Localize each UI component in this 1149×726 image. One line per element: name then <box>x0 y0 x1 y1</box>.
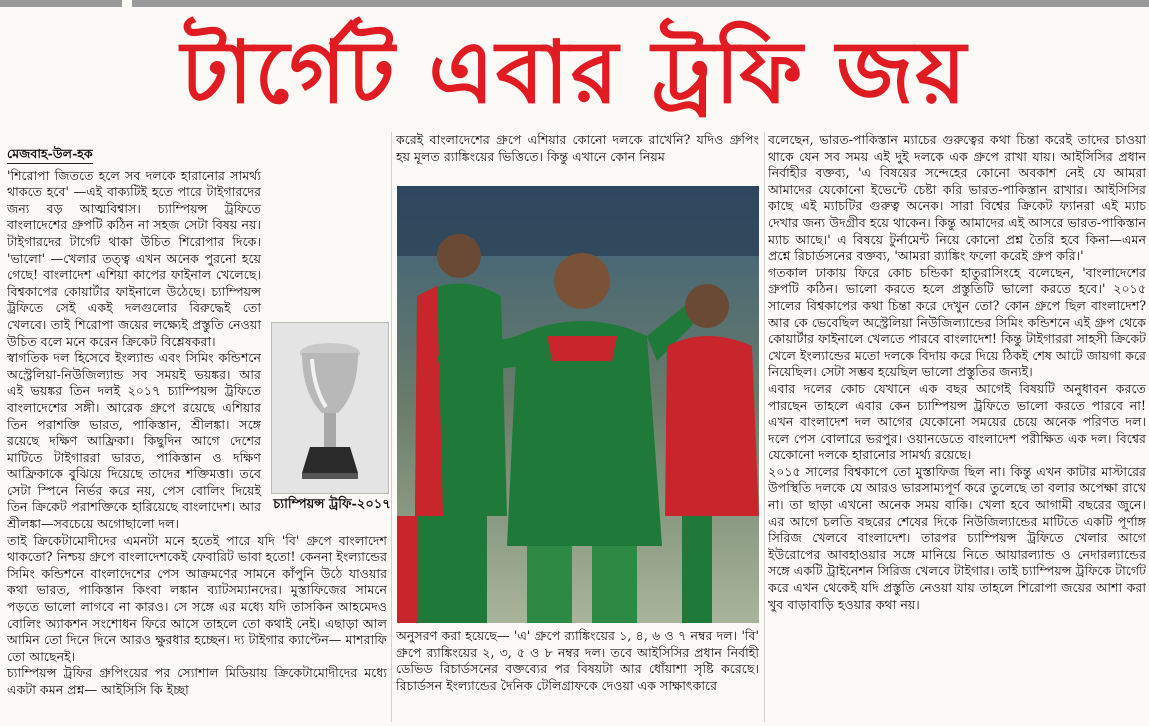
byline: মেজবাহ-উল-হক <box>7 146 93 164</box>
top-rule <box>0 0 1149 7</box>
team-celebration-photo <box>397 186 759 623</box>
column-divider-1 <box>391 132 392 722</box>
paragraph: এবার দলের কোচ যেখানে এক বছর আগেই বিষয়টি অনুধাবন করতে পারছেন তাহলে এবার কেন চ্যাম্পিয়ন্স ট্রফিতে ভালো করতে পারবে না! এখন বাংলাদেশ দল আগের যেকোনো সময়ের চেয়ে অনেক পরিণত দল। দলে পেস বোলারে ভরপুর। ওয়ানডেতে বাংলাদেশ পরীক্ষিত এক দল। বিশ্বের যেকোনো দলকে হারানোর সামর্থ্য রয়েছে। <box>768 380 1146 463</box>
paragraph: করেই বাংলাদেশের গ্রুপে এশিয়ার কোনো দলকে রাখেনি? যদিও গ্রুপিং হয় মূলত র‌্যাঙ্কিংয়ের ভিত্তিতে। কিন্তু এখানে কোন নিয়ম <box>396 132 759 164</box>
trophy-icon <box>272 323 388 493</box>
article-column-3 <box>768 132 1146 722</box>
column-divider-2 <box>764 132 765 722</box>
paragraph: অনুসরণ করা হয়েছে— 'এ' গ্রুপে র‌্যাঙ্কিংয়ের ১, ৪, ৬ ও ৭ নম্বর দল। 'বি' গ্রুপে র‌্যাঙ্কিংয়ের ২, ৩, ৫ ও ৮ নম্বর দল। তবে আইসিসির প্রধান নির্বাহী ডেভিড রিচার্ডসনের বক্তব্যের পর বিষয়টা আর ধোঁয়াশা সৃষ্টি করেছে। রিচার্ডসন ইংল্যান্ডের দৈনিক টেলিগ্রাফকে দেওয়া এক সাক্ষাৎকারে <box>396 628 759 693</box>
paragraph: তাই ক্রিকেটামোদীদের এমনটা মনে হতেই পারে যদি 'বি' গ্রুপে বাংলাদেশ থাকতো? নিশ্চয় গ্রুপে বাংলাদেশকেই ফেবারিট ভাবা হতো! কেননা ইংল্যান্ডের সিমিং কন্ডিশনে বাংলাদেশের পেস আক্রমণের সামনে কাঁপুনি উঠে যাওয়ার কথা ভারত, পাকিস্তান কিংবা লঙ্কান ব্যাটসম্যানদের। মুস্তাফিজের সামনে পড়তে ভালো লাগবে না কারও। সে সঙ্গে এর মধ্যে যদি তাসকিন আহমেদও বোলিং অ্যাকশন সংশোধন ফিরে আসে তাহলে তো কথাই নেই। এছাড়া আল আমিন তো দিনে দিনে আরও ক্ষুরধার হচ্ছেন। দ্য টাইগার ক্যাপ্টেন— মাশরাফি তো আছেনই। <box>7 532 387 664</box>
celebration-photo-illustration <box>397 186 759 623</box>
trophy-image <box>271 322 389 494</box>
top-rule-left <box>0 0 122 7</box>
paragraph: স্বাগতিক দল হিসেবে ইংল্যান্ড এবং সিমিং কন্ডিশনে অস্ট্রেলিয়া-নিউজিল্যান্ড সব সময়ই ভয়ঙ্কর। আর এই ভয়ঙ্কর তিন দলই ২০১৭ চ্যাম্পিয়ন্স ট্রফিতে বাংলাদেশের সঙ্গী। আরেক গ্রুপে রয়েছে এশিয়ার তিন পরাশক্তি ভারত, পাকিস্তান, শ্রীলঙ্কা। সঙ্গে রয়েছে দক্ষিণ আফ্রিকা। কিছুদিন আগে দেশের মাটিতে টাইগাররা ভারত, পাকিস্তান ও দক্ষিণ আফ্রিকাকে বুঝিয়ে দিয়েছে তাদের শক্তিমত্তা। তবে সেটা স্পিনে নির্ভর করে নয়, পেস বোলিং দিয়েই তিন ক্রিকেট পরাশক্তিকে হারিয়েছে বাংলাদেশ। আর শ্রীলঙ্কা—সবচেয়ে অগোছালো দল। <box>7 350 261 532</box>
paragraph: ২০১৫ সালের বিশ্বকাপে তো মুস্তাফিজ ছিল না। কিন্তু এখন কাটার মাস্টারের উপস্থিতি দলকে যে আরও ভারসাম্যপূর্ণ করে তুলেছে তা বলার অপেক্ষা রাখে না। তা ছাড়া এখনো অনেক সময় বাকি। খেলা হবে আগামী বছরের জুনে। এর আগে চলতি বছরের শেষের দিকে নিউজিল্যান্ডের মাটিতে একটি পূর্ণাঙ্গ সিরিজ খেলবে বাংলাদেশ। তারপর চ্যাম্পিয়ন্স ট্রফিতে খেলার আগে ইউরোপের আবহাওয়ার সঙ্গে মানিয়ে নিতে আয়ারল্যান্ড ও নেদারল্যান্ডের সঙ্গে একটি ট্রাইনেশন সিরিজ খেলবে টাইগার। তাই চ্যাম্পিয়ন্স ট্রফিকে টার্গেট করে এখন থেকেই যদি প্রস্তুতি নেওয়া যায় তাহলে শিরোপা জয়ের আশা করা খুব বাড়াবাড়ি হওয়ার কথা নয়। <box>768 463 1146 612</box>
paragraph: বলেছেন, ভারত-পাকিস্তান ম্যাচের গুরুত্বের কথা চিন্তা করেই তাদের চাওয়া থাকে যেন সব সময় এই দুই দলকে এক গ্রুপে রাখা যায়। আইসিসির প্রধান নির্বাহীর বক্তব্য, 'এ বিষয়ের সন্দেহের কোনো অবকাশ নেই যে আমরা আমাদের যেকোনো ইভেন্টে চেষ্টা করি ভারত-পাকিস্তান রাখার। আইসিসির কাছে এই ম্যাচটির গুরুত্ব অনেক। সারা বিশ্বের ক্রিকেট ফ্যানরা এই ম্যাচ দেখার জন্য উদগ্রীব হয়ে থাকেন। কিন্তু আমাদের এই আসরে ভারত-পাকিস্তান ম্যাচ আছে।' এ বিষয়ে টুর্নামেন্ট নিয়ে কোনো প্রশ্ন তৈরি হবে কিনা—এমন প্রশ্নে রিচার্ডসনের বক্তব্য, 'আমরা র‌্যাঙ্কিং ফলো করেই গ্রুপ করি।' <box>768 132 1146 264</box>
paragraph: চ্যাম্পিয়ন্স ট্রফির গ্রুপিংয়ের পর স্যোশাল মিডিয়ায় ক্রিকেটামোদীদের মধ্যে একটা কমন প্রশ্ন— আইসিসি কি ইচ্ছা <box>7 665 387 697</box>
article-column-2-top <box>396 132 759 184</box>
trophy-caption: চ্যাম্পিয়ন্স ট্রফি-২০১৭ <box>273 497 391 512</box>
article-column-2-bottom <box>396 628 759 722</box>
paragraph: 'শিরোপা জিততে হলে সব দলকে হারানোর সামর্থ্য থাকতে হবে' —এই বাক্যটিই হতে পারে টাইগারদের জন্য বড় আত্মবিশ্বাস। চ্যাম্পিয়ন্স ট্রফিতে বাংলাদেশের গ্রুপটি কঠিন না সহজ সেটা বিষয় নয়। টাইগারদের টার্গেট থাকা উচিত শিরোপার দিকে। 'ভালো' —খেলার তত্ত্ব এখন অনেক পুরনো হয়ে গেছে! বাংলাদেশ এশিয়া কাপের ফাইনাল খেলেছে। বিশ্বকাপের কোয়ার্টার ফাইনালে উঠেছে। চ্যাম্পিয়ন্স ট্রফিতে সেই একই দলগুলোর বিরুদ্ধেই তো খেলবে। তাই শিরোপা জয়ের লক্ষ্যেই প্রস্তুতি নেওয়া উচিত বলে মনে করেন ক্রিকেট বিশ্লেষকরা। <box>7 167 261 349</box>
paragraph: গতকাল ঢাকায় ফিরে কোচ চন্ডিকা হাতুরাসিংহে বলেছেন, 'বাংলাদেশের গ্রুপটি কঠিন। ভালো করতে হলে প্রস্তুতিটি ভালো করতে হবে।' ২০১৫ সালের বিশ্বকাপের কথা চিন্তা করে দেখুন তো? কোন গ্রুপে ছিল বাংলাদেশ? আর কে ভেবেছিল অস্ট্রেলিয়া নিউজিল্যান্ডের সিমিং কন্ডিশনে এই গ্রুপ থেকে কোয়ার্টার ফাইনালে খেলতে পারবে বাংলাদেশ! কিন্তু টাইগাররা সাহসী ক্রিকেট খেলে ইংল্যান্ডের মতো দলকে বিদায় করে দিয়ে ঠিকই শেষ আটে জায়গা করে নিয়েছিল। সেটা সম্ভব হয়েছিল ভালো প্রস্তুতির জন্যই। <box>768 264 1146 380</box>
top-rule-right <box>132 0 1149 7</box>
headline: টার্গেট এবার ট্রফি জয় <box>180 23 969 123</box>
